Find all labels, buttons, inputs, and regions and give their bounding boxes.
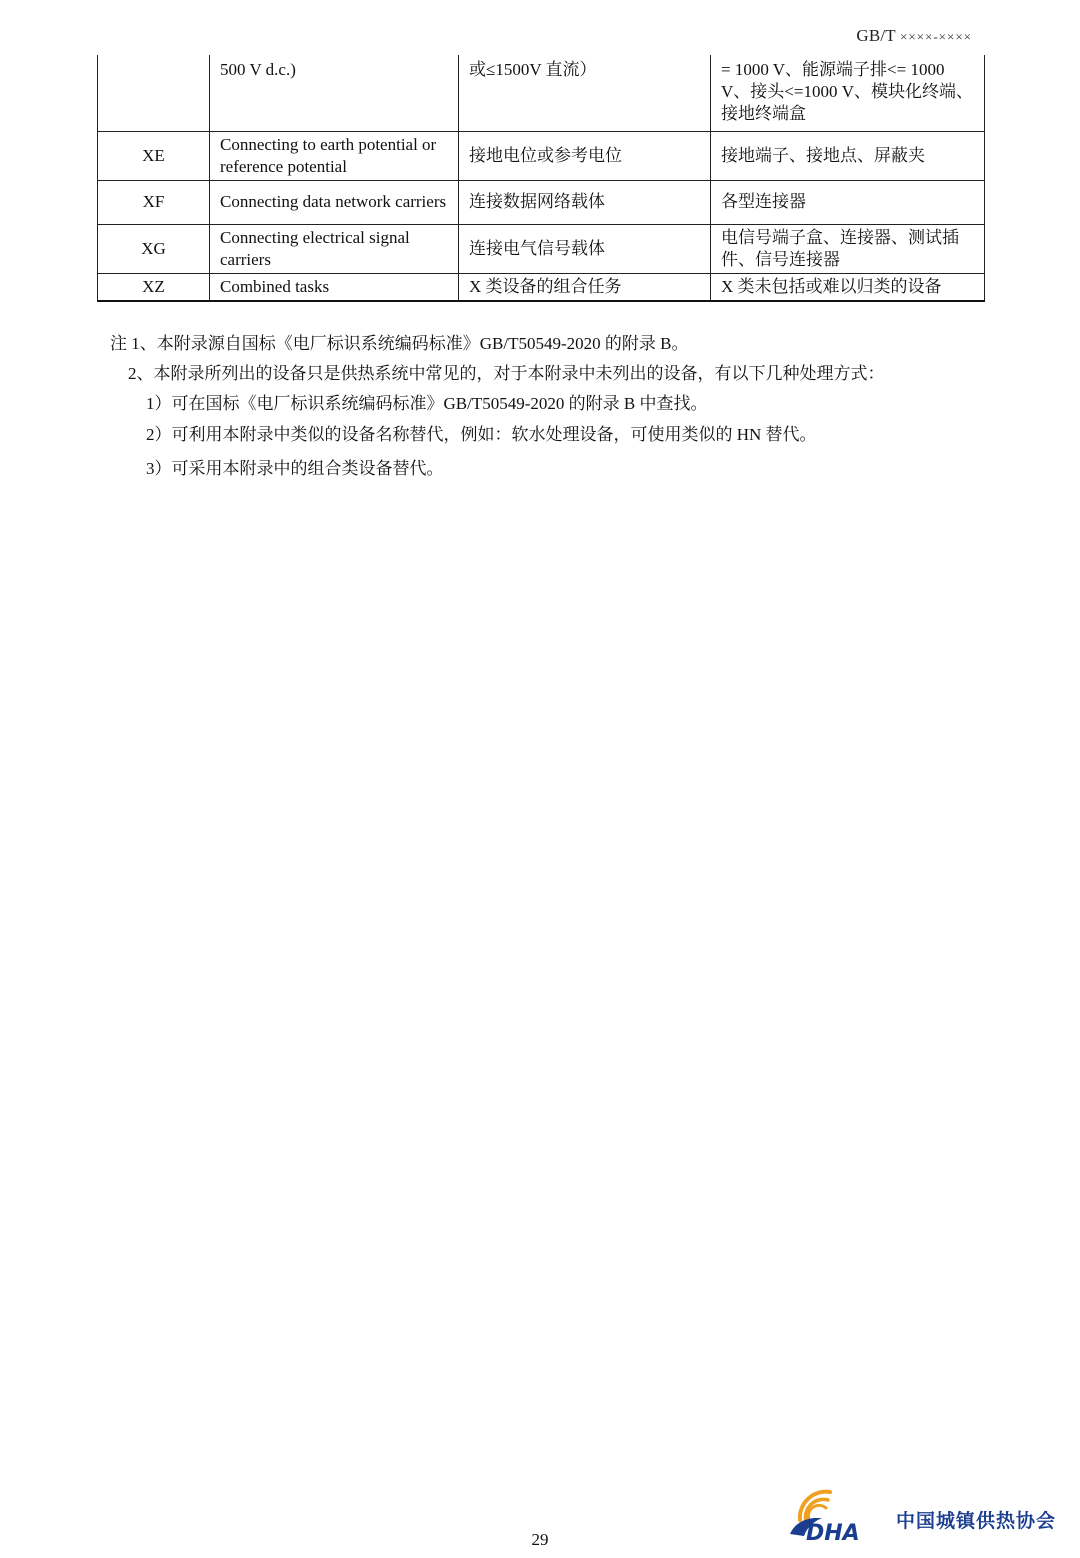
standard-code-header (856, 26, 972, 46)
table-cell-code (98, 55, 210, 131)
table-cell-english: Connecting data network carriers (210, 180, 459, 224)
table-cell-chinese-name: 连接数据网络载体 (459, 180, 711, 224)
table-cell-examples: 电信号端子盒、连接器、测试插件、信号连接器 (711, 224, 985, 273)
table-cell-english: Connecting electrical signal carriers (210, 224, 459, 273)
table-cell-english: Combined tasks (210, 273, 459, 301)
association-logo (786, 1478, 1056, 1548)
dha-logo-icon (786, 1478, 886, 1548)
equipment-code-table (97, 55, 985, 302)
note-2-item-2: 2）可利用本附录中类似的设备名称替代，例如：软水处理设备，可使用类似的 HN 替代。 (146, 425, 817, 444)
page-number: 29 (531, 1530, 549, 1549)
table-cell-code: XF (98, 180, 210, 224)
note-2-item-3: 3）可采用本附录中的组合类设备替代。 (146, 459, 444, 478)
table-cell-chinese-name: 连接电气信号载体 (459, 224, 711, 273)
table-cell-english: 500 V d.c.) (210, 55, 459, 131)
table-cell-code: XZ (98, 273, 210, 301)
table-row (98, 224, 985, 273)
table-row (98, 273, 985, 301)
table-cell-chinese-name: 或≤1500V 直流） (459, 55, 711, 131)
table-cell-code: XG (98, 224, 210, 273)
logo-org-name: 中国城镇供热协会 (896, 1510, 1057, 1532)
table-row (98, 55, 985, 131)
note-2-item-1: 1）可在国标《电厂标识系统编码标准》GB/T50549-2020 的附录 B 中查找。 (146, 394, 708, 413)
table-cell-examples: = 1000 V、能源端子排<= 1000 V、接头<=1000 V、模块化终端、接地终端盒 (711, 55, 985, 131)
table-cell-english: Connecting to earth potential or reference potential (210, 131, 459, 180)
table-row (98, 131, 985, 180)
table-cell-examples: 接地端子、接地点、屏蔽夹 (711, 131, 985, 180)
note-1: 注 1、本附录源自国标《电厂标识系统编码标准》GB/T50549-2020 的附录 B。 (110, 334, 689, 353)
note-2: 2、本附录所列出的设备只是供热系统中常见的，对于本附录中未列出的设备，有以下几种处理方式： (128, 364, 885, 383)
table-row (98, 180, 985, 224)
table-cell-examples: X 类未包括或难以归类的设备 (711, 273, 985, 301)
table-cell-chinese-name: X 类设备的组合任务 (459, 273, 711, 301)
table-cell-chinese-name: 接地电位或参考电位 (459, 131, 711, 180)
logo-letters: DHA (806, 1521, 860, 1546)
standard-prefix: GB/T (856, 26, 901, 45)
table-cell-examples: 各型连接器 (711, 180, 985, 224)
table-cell-code: XE (98, 131, 210, 180)
standard-number-placeholder: ××××-×××× (900, 29, 972, 44)
